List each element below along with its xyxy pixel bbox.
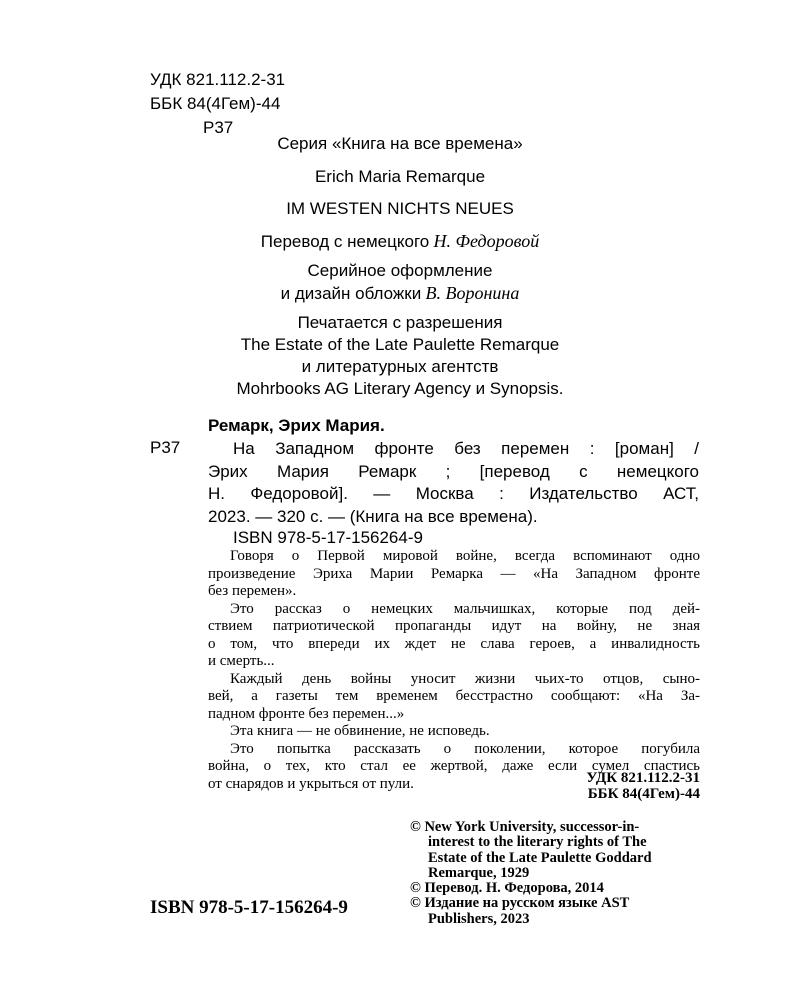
annotation-line: Говоря о Первой мировой войне, всегда вспоминают одно [230, 548, 700, 564]
annotation-line: без перемен». [208, 583, 297, 599]
permission-line: The Estate of the Late Paulette Remarque [240, 335, 560, 354]
author-mark: Р37 [203, 118, 234, 137]
catalog-line: 2023. — 320 с. — (Книга на все времена). [208, 506, 538, 526]
bbk-code: ББК 84(4Гем)-44 [150, 94, 281, 113]
permission-line: Печатается с разрешения [297, 313, 503, 332]
annotation-line: и смерть... [208, 653, 275, 669]
translator-name: Н. Федоровой [433, 231, 540, 251]
copyright-line: © Перевод. Н. Федорова, 2014 [410, 880, 604, 897]
original-title: IM WESTEN NICHTS NEUES [286, 199, 514, 218]
annotation-udk: УДК 821.112.2-31 [586, 770, 700, 786]
udk-code: УДК 821.112.2-31 [150, 70, 286, 89]
copyright-block [410, 820, 652, 927]
annotation-line: падном фронте без перемен...» [208, 705, 405, 722]
annotation-line: от снарядов и укрыться от пули. [208, 775, 414, 792]
copyright-line: © Издание на русском языке AST [410, 895, 630, 912]
catalog-isbn: ISBN 978-5-17-156264-9 [233, 528, 423, 547]
design-line-1: Серийное оформление [307, 261, 493, 280]
annotation-line: о том, что впереди их ждет не слава героев, а инвалидность [208, 635, 700, 652]
annotation-line: Это рассказ о немецких мальчишках, которые под дей- [230, 600, 700, 617]
annotation-paragraph [208, 671, 700, 724]
designer-name: В. Воронина [425, 283, 520, 303]
translation-credit [0, 231, 800, 252]
annotation-line: вей, а газеты тем временем бесстрастно сообщают: «На За- [208, 688, 700, 704]
annotation-line: произведение Эриха Марии Ремарка — «На Западном фронте [208, 565, 700, 582]
catalog-line: На Западном фронте без перемен : [роман] / [233, 439, 699, 458]
copyright-line: Publishers, 2023 [428, 910, 530, 927]
catalog-mark: Р37 [150, 438, 181, 457]
permission-line: Mohrbooks AG Literary Agency и Synopsis. [236, 379, 564, 398]
copyright-line: Estate of the Late Paulette Goddard [428, 849, 652, 866]
annotation-line: ствием патриотической пропаганды идут на войну, не зная [208, 618, 700, 634]
annotation-paragraph [208, 601, 700, 671]
annotation-paragraph [208, 548, 700, 601]
footer-isbn: ISBN 978-5-17-156264-9 [150, 897, 348, 918]
copyright-line: © New York University, successor-in- [410, 819, 640, 835]
series-line: Серия «Книга на все времена» [277, 134, 523, 153]
translation-prefix: Перевод с немецкого [260, 232, 430, 251]
annotation-line: Эта книга — не обвинение, не исповедь. [230, 723, 490, 739]
design-prefix: и дизайн обложки [280, 284, 422, 303]
annotation-paragraph [208, 723, 700, 741]
catalog-line: Н. Федоровой]. — Москва : Издательство АСТ, [208, 484, 699, 503]
catalog-line: Эрих Мария Ремарк ; [перевод с немецкого [208, 461, 699, 481]
annotation-line: Это попытка рассказать о поколении, которое погубила [230, 740, 700, 757]
copyright-line: interest to the literary rights of The [428, 834, 647, 851]
annotation-line: война, о тех, кто стал ее жертвой, даже если сумел спастись [208, 758, 700, 774]
design-line-2 [0, 283, 800, 304]
permission-line: и литературных агентств [301, 357, 499, 376]
original-author: Erich Maria Remarque [314, 167, 486, 186]
annotation-bbk: ББК 84(4Гем)-44 [587, 786, 700, 802]
catalog-description [208, 438, 699, 528]
copyright-line: Remarque, 1929 [428, 864, 530, 881]
catalog-heading: Ремарк, Эрих Мария. [208, 416, 385, 435]
annotation [208, 548, 700, 793]
annotation-line: Каждый день войны уносит жизни чьих-то отцов, сыно- [230, 670, 700, 687]
